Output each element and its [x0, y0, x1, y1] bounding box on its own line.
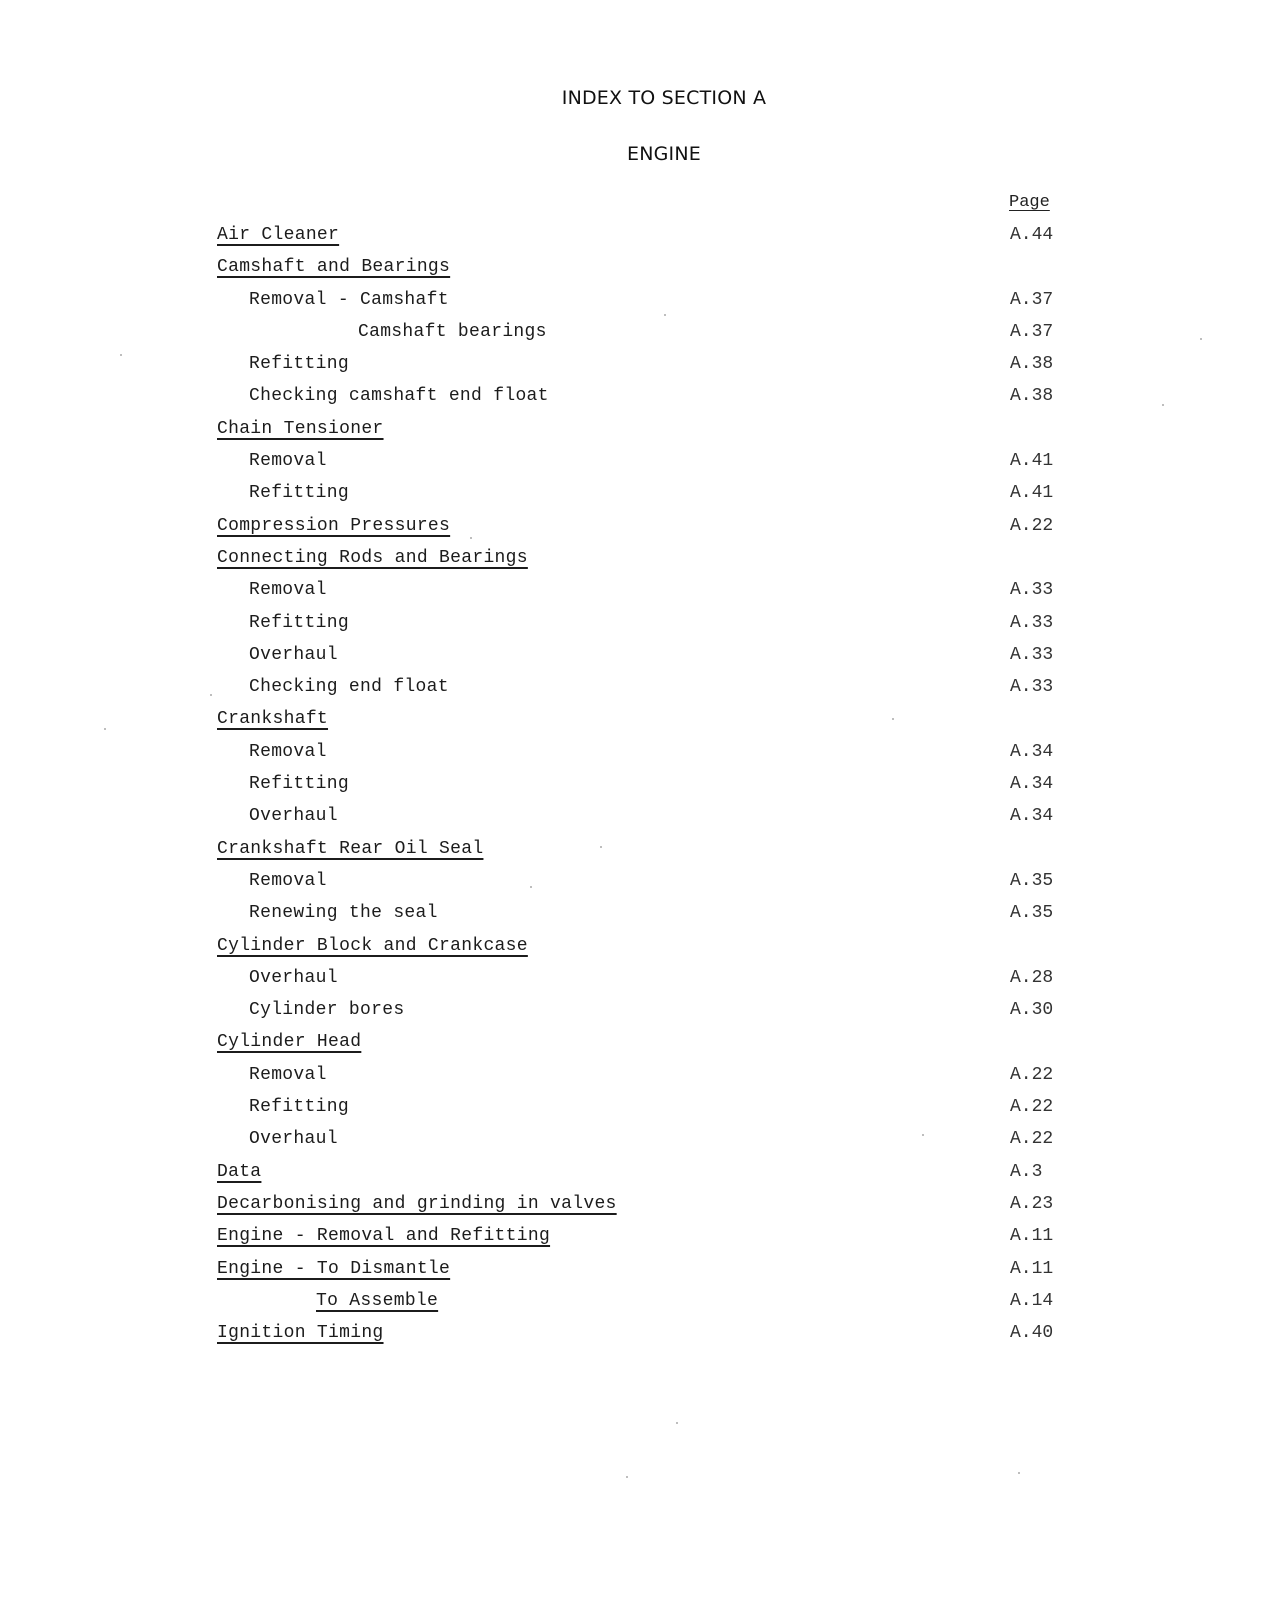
entry-label: Crankshaft [217, 709, 329, 730]
entry-page-ref: A.14 [1010, 1290, 1054, 1311]
index-heading-entry [0, 1194, 1275, 1226]
index-heading-entry [0, 1226, 1275, 1258]
index-heading-entry [0, 419, 1275, 451]
entry-page-ref: A.37 [1010, 289, 1054, 310]
entry-page-ref: A.3 [1010, 1161, 1043, 1182]
entry-page-ref: A.22 [1010, 1064, 1054, 1085]
entry-page-ref: A.22 [1010, 515, 1054, 536]
scan-speck [210, 694, 212, 696]
entry-page-ref: A.35 [1010, 903, 1054, 924]
entry-label: Overhaul [249, 806, 338, 827]
index-sub-entry [0, 968, 1275, 1000]
scan-speck [530, 886, 532, 888]
entry-label: Removal [249, 451, 327, 472]
entry-label: Engine - Removal and Refitting [217, 1226, 551, 1247]
index-heading-entry [0, 516, 1275, 548]
entry-label: Compression Pressures [217, 515, 451, 536]
index-heading-entry [0, 1323, 1275, 1355]
entry-label: Cylinder bores [249, 1000, 405, 1021]
entry-page-ref: A.23 [1010, 1193, 1054, 1214]
index-heading-entry [0, 936, 1275, 968]
index-sub-entry [0, 290, 1275, 322]
entry-label: Refitting [249, 774, 349, 795]
entry-page-ref: A.33 [1010, 644, 1054, 665]
entry-page-ref: A.34 [1010, 774, 1054, 795]
entry-label: Air Cleaner [217, 225, 340, 245]
entry-label: Camshaft and Bearings [217, 257, 451, 278]
entry-label: Refitting [249, 1097, 349, 1118]
entry-page-ref: A.41 [1010, 483, 1054, 504]
entry-page-ref: A.38 [1010, 386, 1054, 407]
index-sub-entry [0, 774, 1275, 806]
entry-page-ref: A.11 [1010, 1258, 1054, 1279]
entry-label: Overhaul [249, 1129, 338, 1150]
index-heading-entry [0, 1259, 1275, 1291]
entry-label: Chain Tensioner [217, 418, 384, 439]
entry-label: Refitting [249, 612, 349, 633]
entry-label: Decarbonising and grinding in valves [217, 1193, 617, 1214]
index-sub-entry [0, 677, 1275, 709]
scan-speck [1200, 338, 1202, 340]
entry-page-ref: A.33 [1010, 612, 1054, 633]
entry-label: Overhaul [249, 644, 338, 665]
entry-page-ref: A.38 [1010, 354, 1054, 375]
index-sub-entry [0, 1097, 1275, 1129]
index-heading-entry [0, 1291, 1275, 1323]
index-heading-entry [0, 709, 1275, 741]
entry-label: Engine - To Dismantle [217, 1258, 451, 1279]
index-heading-entry [0, 839, 1275, 871]
index-sub-entry [0, 806, 1275, 838]
scan-speck [664, 314, 666, 316]
entry-label: Removal [249, 870, 327, 891]
index-sub-entry [0, 386, 1275, 418]
index-heading-entry [0, 548, 1275, 580]
entry-label: Data [217, 1161, 262, 1182]
entry-label: Removal [249, 741, 327, 762]
entry-label: Cylinder Head [217, 1032, 362, 1053]
index-heading-entry [0, 1162, 1275, 1194]
index-sub-entry [0, 1129, 1275, 1161]
entry-label: Removal - Camshaft [249, 289, 449, 310]
entry-page-ref: A.22 [1010, 1129, 1054, 1150]
scan-speck [1162, 404, 1164, 406]
scan-speck [626, 1476, 628, 1478]
index-sub-entry [0, 354, 1275, 386]
entry-label: Crankshaft Rear Oil Seal [217, 838, 484, 859]
entry-label: Removal [249, 1064, 327, 1085]
index-sub-entry [0, 451, 1275, 483]
document-subtitle: ENGINE [627, 143, 701, 165]
scan-speck [892, 718, 894, 720]
entry-page-ref: A.41 [1010, 451, 1054, 472]
index-sub-entry [0, 903, 1275, 935]
entry-label: Removal [249, 580, 327, 601]
index-sub-entry [0, 871, 1275, 903]
index-sub-entry [0, 483, 1275, 515]
entry-label: Connecting Rods and Bearings [217, 547, 528, 568]
index-heading-entry [0, 257, 1275, 289]
index-sub-entry [0, 613, 1275, 645]
entry-page-ref: A.33 [1010, 580, 1054, 601]
index-heading-entry [0, 1032, 1275, 1064]
entry-page-ref: A.33 [1010, 677, 1054, 698]
entry-label: Refitting [249, 483, 349, 504]
entry-page-ref: A.35 [1010, 870, 1054, 891]
document-title: INDEX TO SECTION A [561, 87, 767, 109]
entry-label: Renewing the seal [249, 903, 438, 924]
entry-page-ref: A.30 [1010, 1000, 1054, 1021]
entry-page-ref: A.11 [1010, 1226, 1054, 1247]
entry-label: Refitting [249, 354, 349, 375]
entry-page-ref: A.44 [1010, 225, 1054, 245]
index-sub-entry [0, 742, 1275, 774]
index-sub-entry [0, 645, 1275, 677]
entry-label: Checking end float [249, 677, 449, 698]
page-column-header: Page [1009, 193, 1050, 212]
scan-speck [120, 354, 122, 356]
entry-page-ref: A.22 [1010, 1097, 1054, 1118]
entry-label: Checking camshaft end float [249, 386, 549, 407]
scan-speck [1018, 1472, 1020, 1474]
index-sub-entry [0, 1065, 1275, 1097]
index-sub-entry [0, 322, 1275, 354]
index-heading-entry [0, 225, 1275, 257]
index-sub-entry [0, 1000, 1275, 1032]
scan-speck [470, 537, 472, 539]
entry-page-ref: A.34 [1010, 806, 1054, 827]
index-list [0, 225, 1275, 1355]
index-sub-entry [0, 580, 1275, 612]
entry-label: Camshaft bearings [358, 321, 547, 342]
entry-page-ref: A.37 [1010, 321, 1054, 342]
scan-speck [104, 728, 106, 730]
scan-speck [676, 1422, 678, 1424]
scan-speck [922, 1134, 924, 1136]
entry-label: To Assemble [316, 1290, 439, 1311]
entry-page-ref: A.28 [1010, 967, 1054, 988]
scan-speck [600, 846, 602, 848]
entry-label: Cylinder Block and Crankcase [217, 935, 528, 956]
entry-page-ref: A.34 [1010, 741, 1054, 762]
entry-label: Ignition Timing [217, 1323, 384, 1344]
entry-label: Overhaul [249, 967, 338, 988]
entry-page-ref: A.40 [1010, 1323, 1054, 1344]
